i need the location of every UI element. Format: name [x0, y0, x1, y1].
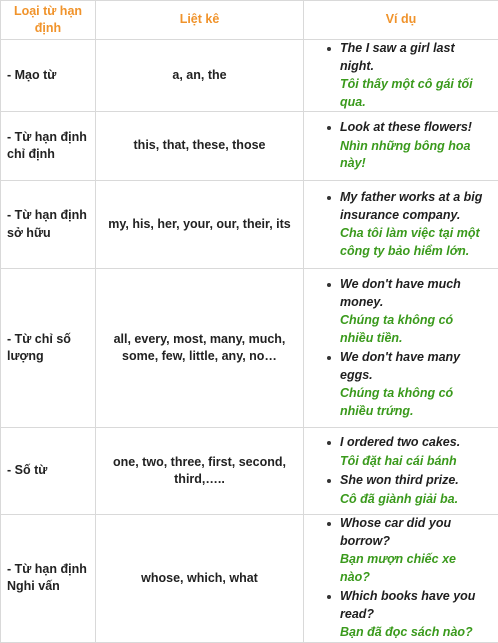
example-vietnamese: Chúng ta không có nhiều tiền.	[340, 312, 488, 347]
example-english: We don't have much money.	[340, 276, 488, 311]
example-english: Which books have you read?	[340, 588, 488, 623]
table-header-row	[1, 1, 498, 40]
example-list	[324, 119, 488, 173]
determiner-type: - Mạo từ	[1, 40, 96, 112]
determiner-type: - Từ hạn định chỉ định	[1, 112, 96, 181]
example-item	[340, 119, 488, 173]
example-item	[340, 472, 488, 508]
example-vietnamese: Nhìn những bông hoa này!	[340, 138, 488, 173]
example-english: We don't have many eggs.	[340, 349, 488, 384]
example-item	[340, 276, 488, 347]
determiner-list: a, an, the	[96, 40, 304, 112]
table-row	[1, 515, 498, 643]
example-english: The I saw a girl last night.	[340, 40, 488, 75]
header-list: Liệt kê	[96, 1, 304, 40]
example-item	[340, 434, 488, 470]
determiner-list: one, two, three, first, second, third,…..	[96, 428, 304, 515]
example-cell	[304, 112, 498, 181]
determiner-list: all, every, most, many, much, some, few, little, any, no…	[96, 269, 304, 428]
example-list	[324, 276, 488, 420]
example-item	[340, 40, 488, 111]
example-english: Whose car did you borrow?	[340, 515, 488, 550]
example-english: My father works at a big insurance company.	[340, 189, 488, 224]
example-vietnamese: Tôi đặt hai cái bánh	[340, 453, 488, 471]
determiner-type: - Từ hạn định sở hữu	[1, 181, 96, 269]
example-vietnamese: Chúng ta không có nhiều trứng.	[340, 385, 488, 420]
example-english: She won third prize.	[340, 472, 488, 490]
example-item	[340, 189, 488, 260]
table-row	[1, 428, 498, 515]
example-list	[324, 189, 488, 260]
table-row	[1, 40, 498, 112]
header-example: Ví dụ	[304, 1, 498, 40]
example-list	[324, 40, 488, 111]
determiner-list: this, that, these, those	[96, 112, 304, 181]
determiner-type: - Từ hạn định Nghi vấn	[1, 515, 96, 643]
example-cell	[304, 40, 498, 112]
example-vietnamese: Bạn đã đọc sách nào?	[340, 624, 488, 642]
example-cell	[304, 181, 498, 269]
table-row	[1, 181, 498, 269]
header-type: Loại từ hạn định	[1, 1, 96, 40]
table-row	[1, 269, 498, 428]
example-item	[340, 588, 488, 642]
example-cell	[304, 515, 498, 643]
example-english: I ordered two cakes.	[340, 434, 488, 452]
example-item	[340, 515, 488, 586]
table-row	[1, 112, 498, 181]
example-vietnamese: Cô đã giành giải ba.	[340, 491, 488, 509]
example-list	[324, 515, 488, 642]
example-vietnamese: Bạn mượn chiếc xe nào?	[340, 551, 488, 586]
example-list	[324, 434, 488, 508]
determiner-type: - Từ chỉ số lượng	[1, 269, 96, 428]
example-cell	[304, 428, 498, 515]
example-cell	[304, 269, 498, 428]
example-vietnamese: Tôi thấy một cô gái tối qua.	[340, 76, 488, 111]
example-item	[340, 349, 488, 420]
determiner-list: whose, which, what	[96, 515, 304, 643]
example-vietnamese: Cha tôi làm việc tại một công ty bảo hiểm lớn.	[340, 225, 488, 260]
determiner-type: - Số từ	[1, 428, 96, 515]
example-english: Look at these flowers!	[340, 119, 488, 137]
determiner-list: my, his, her, your, our, their, its	[96, 181, 304, 269]
